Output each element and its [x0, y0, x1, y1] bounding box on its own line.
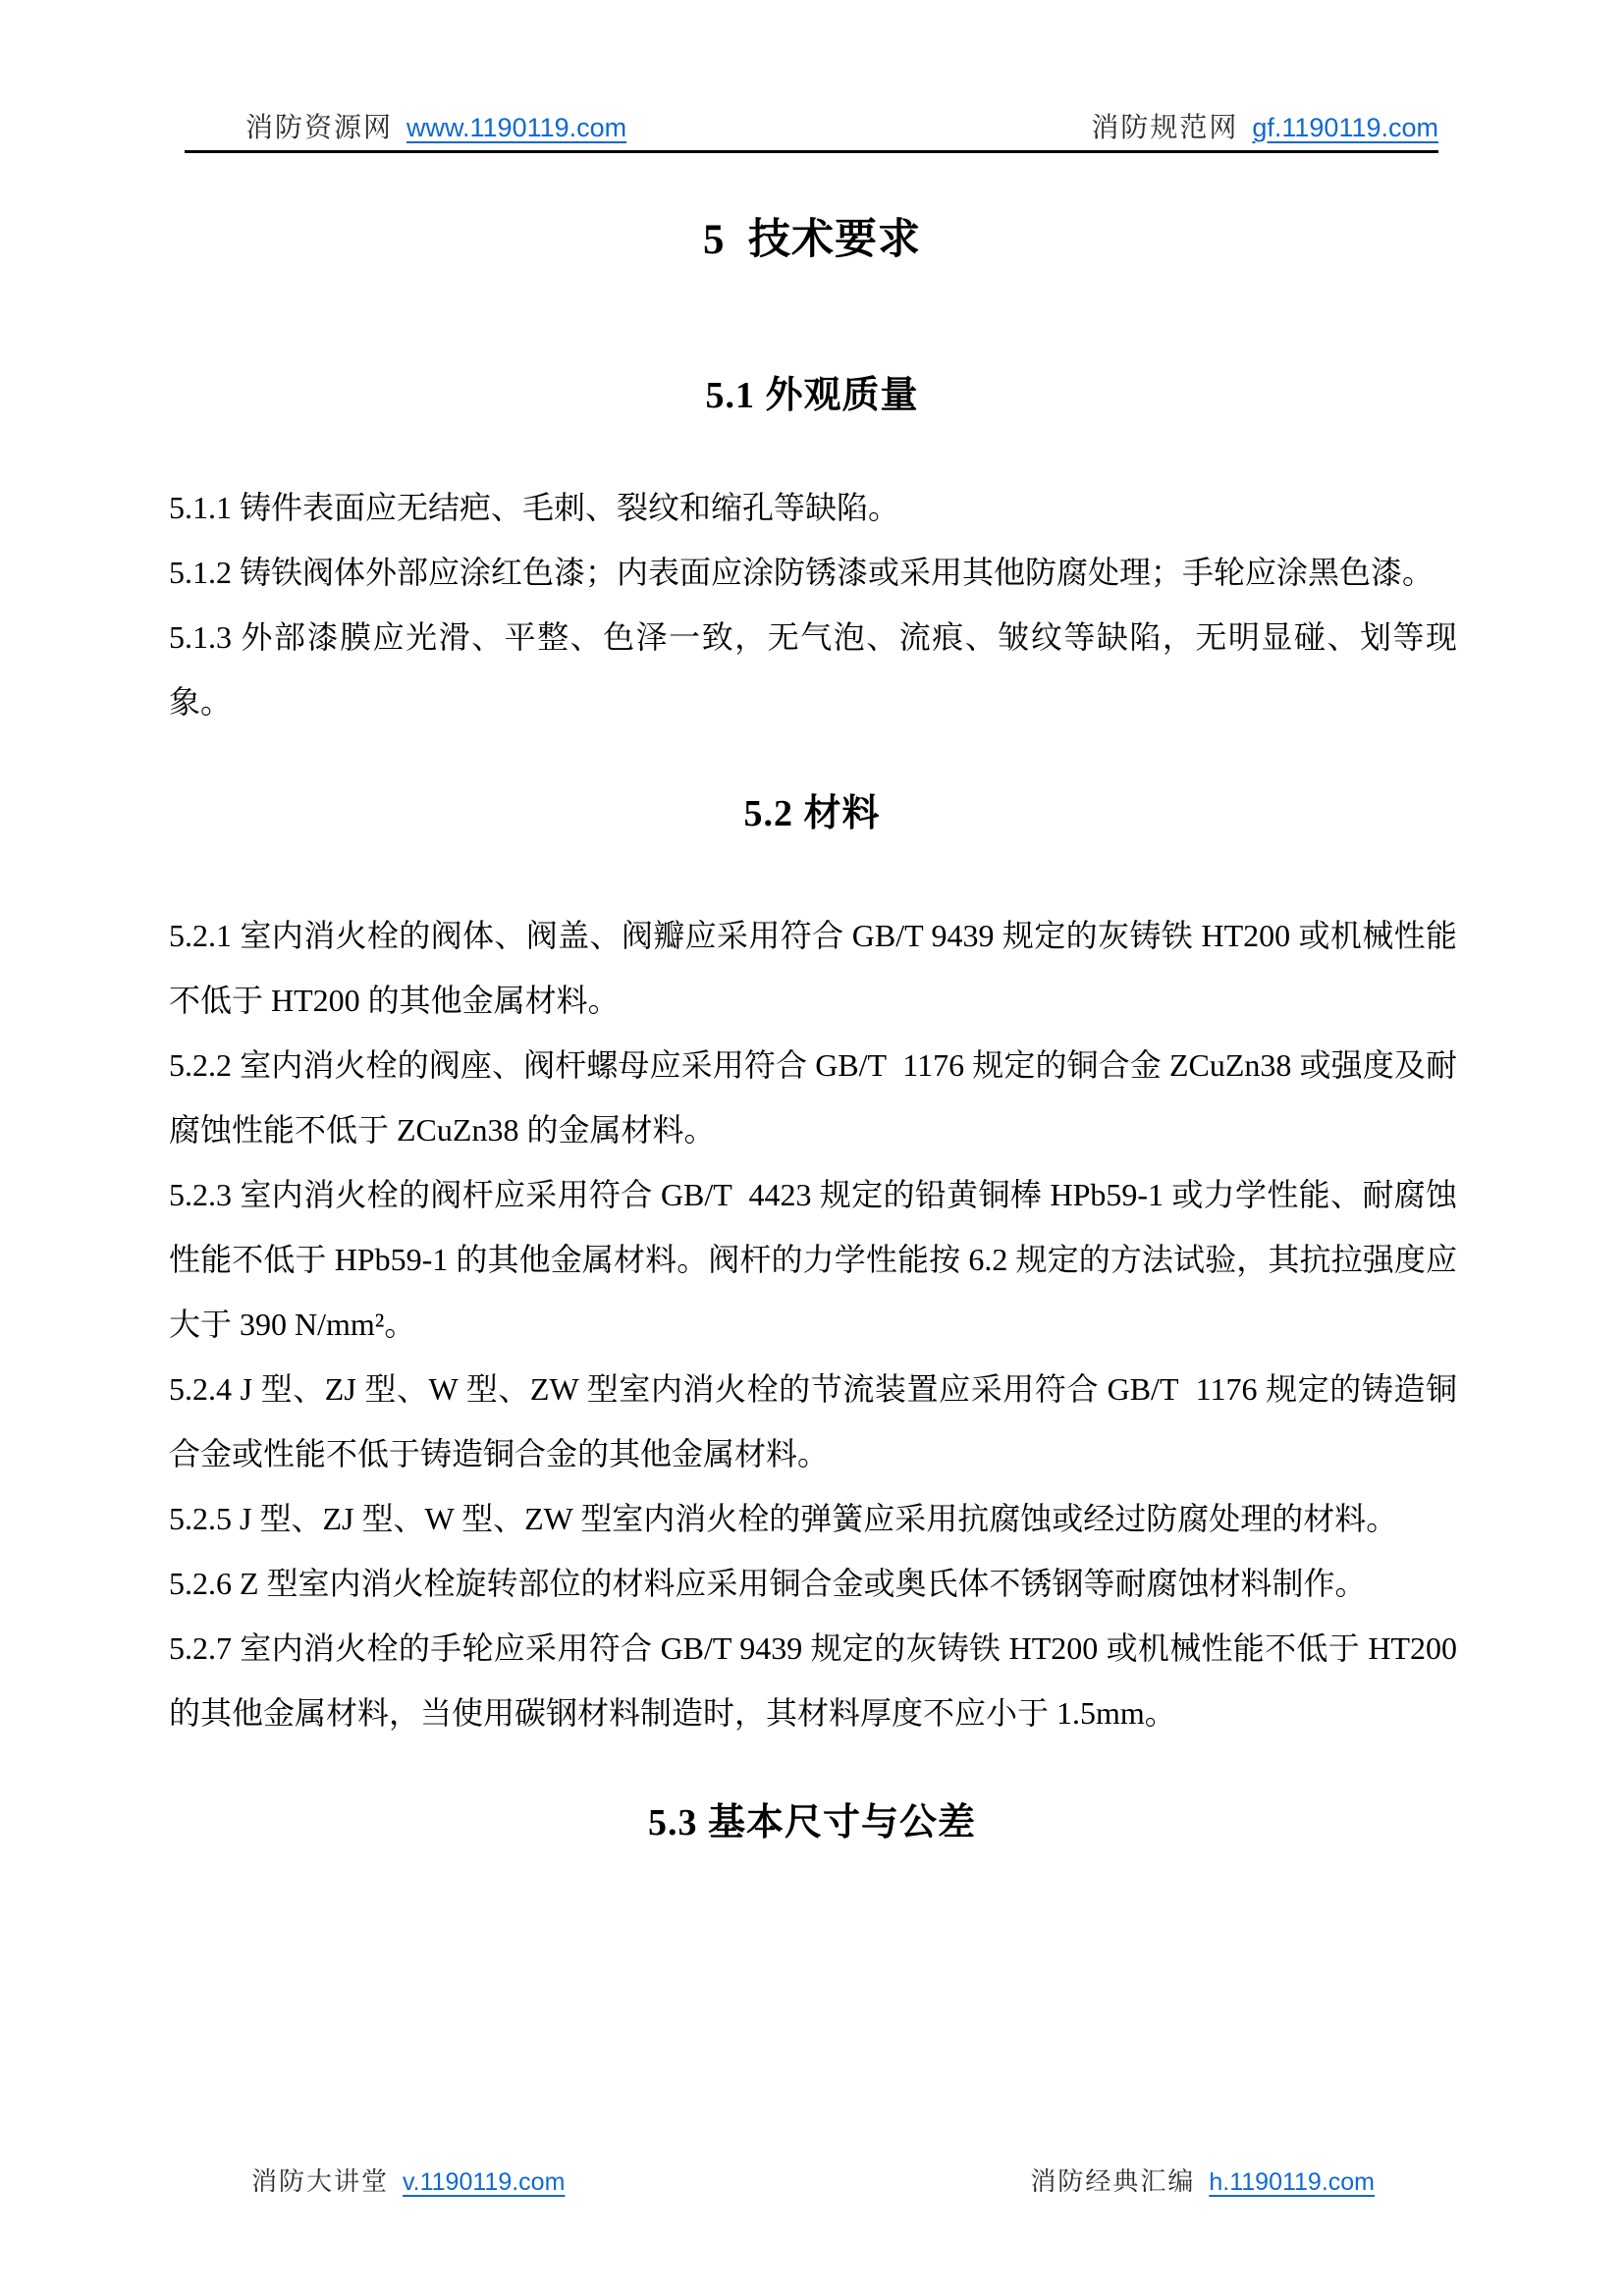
paragraph-5-2-2: 5.2.2 室内消火栓的阀座、阀杆螺母应采用符合 GB/T 1176 规定的铜合金 ZCuZn38 或强度及耐腐蚀性能不低于 ZCuZn38 的金属材料。 — [169, 1047, 1457, 1148]
header-left-site-name: 消防资源网 — [245, 113, 394, 143]
page-footer — [0, 2162, 1624, 2198]
paragraph-5-1-2: 5.1.2 铸铁阀体外部应涂红色漆；内表面应涂防锈漆或采用其他防腐处理；手轮应涂黑色漆。 — [169, 555, 1435, 590]
paragraph-5-2-3: 5.2.3 室内消火栓的阀杆应采用符合 GB/T 4423 规定的铅黄铜棒 HPb59-1 或力学性能、耐腐蚀性能不低于 HPb59-1 的其他金属材料。阀杆的力学性能按 6.2 规定的方法试验，其抗拉强度应大于 390 N/mm²。 — [169, 1177, 1457, 1342]
paragraph-5-1-3: 5.1.3 外部漆膜应光滑、平整、色泽一致，无气泡、流痕、皱纹等缺陷，无明显碰、划等现象。 — [169, 619, 1457, 720]
footer-right-site-name: 消防经典汇编 — [1030, 2167, 1196, 2196]
footer-left-group — [251, 2162, 565, 2198]
footer-left-link[interactable]: v.1190119.com — [403, 2168, 566, 2196]
chapter-title: 5 技术要求 — [703, 217, 921, 263]
paragraph-5-2-1: 5.2.1 室内消火栓的阀体、阀盖、阀瓣应采用符合 GB/T 9439 规定的灰铸铁 HT200 或机械性能不低于 HT200 的其他金属材料。 — [169, 918, 1457, 1018]
footer-right-group — [1030, 2162, 1375, 2198]
section-materials-body — [169, 903, 1457, 1745]
header-left-group — [185, 106, 626, 145]
page-header — [185, 106, 1438, 153]
footer-left-site-name: 消防大讲堂 — [251, 2167, 390, 2196]
paragraph-5-1-1: 5.1.1 铸件表面应无结疤、毛刺、裂纹和缩孔等缺陷。 — [169, 490, 900, 525]
header-right-site-name: 消防规范网 — [1091, 113, 1239, 143]
footer-right-link[interactable]: h.1190119.com — [1209, 2168, 1375, 2196]
header-left-link[interactable]: www.1190119.com — [406, 113, 627, 142]
section-appearance-body — [169, 475, 1457, 734]
header-right-link[interactable]: gf.1190119.com — [1252, 113, 1438, 142]
paragraph-5-2-6: 5.2.6 Z 型室内消火栓旋转部位的材料应采用铜合金或奥氏体不锈钢等耐腐蚀材料制作。 — [169, 1566, 1367, 1601]
section-heading-dimensions: 5.3 基本尺寸与公差 — [647, 1802, 976, 1843]
paragraph-5-2-4: 5.2.4 J 型、ZJ 型、W 型、ZW 型室内消火栓的节流装置应采用符合 GB/T 1176 规定的铸造铜合金或性能不低于铸造铜合金的其他金属材料。 — [169, 1371, 1457, 1471]
paragraph-5-2-5: 5.2.5 J 型、ZJ 型、W 型、ZW 型室内消火栓的弹簧应采用抗腐蚀或经过防腐处理的材料。 — [169, 1501, 1398, 1536]
paragraph-5-2-7: 5.2.7 室内消火栓的手轮应采用符合 GB/T 9439 规定的灰铸铁 HT200 或机械性能不低于 HT200 的其他金属材料，当使用碳钢材料制造时，其材料厚度不应小于 1.5mm。 — [169, 1630, 1457, 1731]
header-right-group — [1091, 106, 1438, 145]
section-heading-materials: 5.2 材料 — [743, 793, 881, 834]
section-heading-appearance: 5.1 外观质量 — [705, 375, 919, 416]
